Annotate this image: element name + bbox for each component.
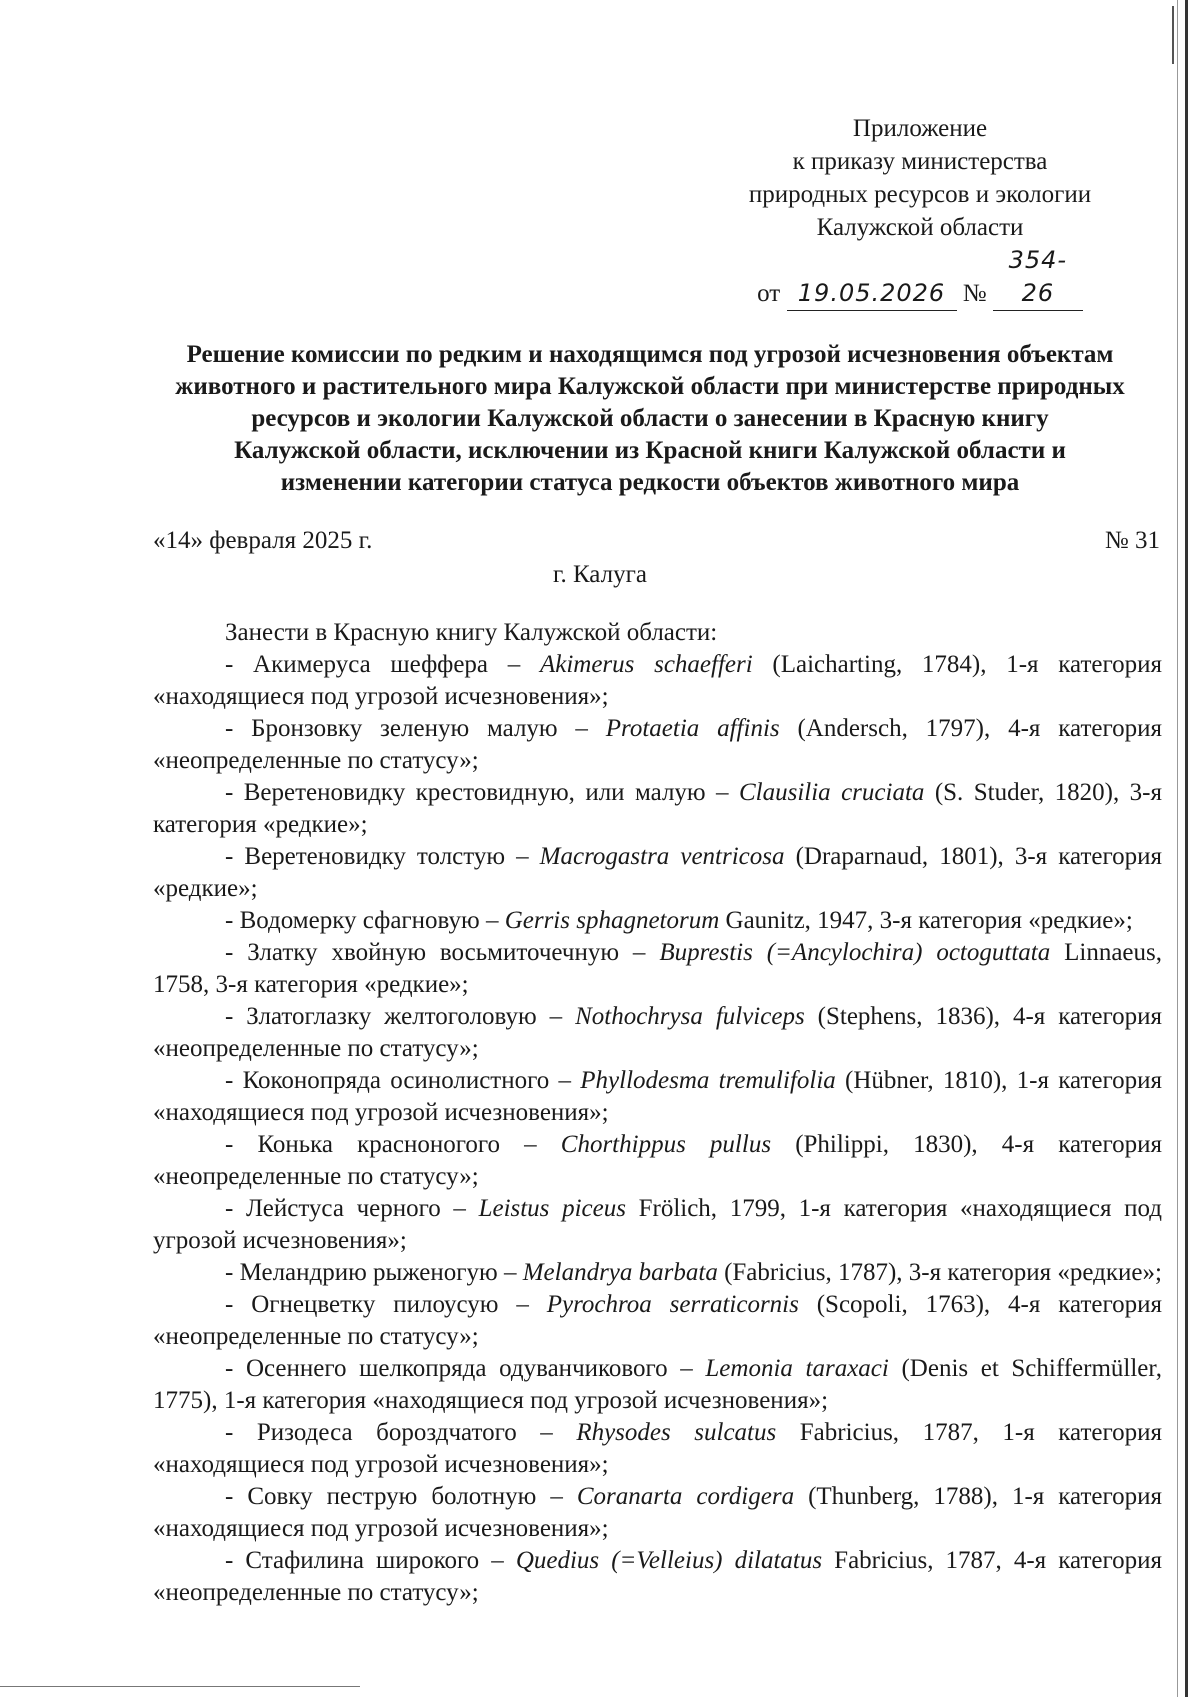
species-entry [153, 937, 1162, 1001]
entry-latin-name: Protaetia affinis [605, 715, 780, 742]
entry-author-category: (Philippi, 1830), 4-я категория «неопределенные по статусу»; [153, 1131, 1162, 1190]
entry-latin-name: Akimerus schaefferi [539, 651, 753, 678]
entry-latin-name: Lemonia taraxaci [705, 1355, 889, 1382]
entry-latin-name: Clausilia cruciata [738, 779, 925, 806]
entry-author-category: (S. Studer, 1820), 3-я категория «редкие»; [153, 779, 1163, 838]
entry-common-name: - Конька красноногого – [225, 1131, 561, 1158]
appendix-date-number [700, 244, 1140, 311]
entry-latin-name: Coranarta cordigera [576, 1483, 795, 1510]
entry-author-category: (Scopoli, 1763), 4-я категория «неопределенные по статусу»; [153, 1291, 1162, 1350]
entry-common-name: - Веретеновидку крестовидную, или малую – [225, 779, 739, 806]
scan-bottom-line [0, 1686, 360, 1687]
entry-common-name: - Стафилина широкого – [225, 1547, 516, 1574]
species-entry [153, 777, 1162, 841]
entry-author-category: (Fabricius, 1787), 3-я категория «редкие»; [717, 1259, 1162, 1286]
entry-author-category: Fabricius, 1787, 1-я категория «находящиеся под угрозой исчезновения»; [153, 1419, 1162, 1478]
entry-latin-name: Phyllodesma tremulifolia [580, 1067, 836, 1094]
title-line: ресурсов и экологии Калужской области о занесении в Красную книгу [251, 405, 1049, 432]
entry-author-category: (Draparnaud, 1801), 3-я категория «редкие»; [153, 843, 1163, 902]
entry-latin-name: Gerris sphagnetorum [504, 907, 720, 934]
appendix-line: природных ресурсов и экологии [748, 181, 1092, 208]
document-title [150, 339, 1150, 499]
entry-common-name: - Меландрию рыженогую – [225, 1259, 523, 1286]
entry-common-name: - Бронзовку зеленую малую – [225, 715, 606, 742]
species-entry [153, 1129, 1162, 1193]
entry-latin-name: Rhysodes sulcatus [576, 1419, 777, 1446]
appendix-line: Приложение [852, 115, 988, 142]
species-entry [153, 1417, 1162, 1481]
species-entry [153, 905, 1162, 937]
entry-latin-name: Quedius (=Velleius) dilatatus [515, 1547, 823, 1574]
from-label: от [757, 280, 781, 307]
entry-common-name: - Осеннего шелкопряда одуванчикового – [225, 1355, 706, 1382]
document-body [153, 617, 1162, 1609]
species-entry [153, 713, 1162, 777]
entry-author-category: Frölich, 1799, 1-я категория «находящиеся под угрозой исчезновения»; [153, 1195, 1162, 1254]
species-entry [153, 1545, 1162, 1609]
document-number: № 31 [1104, 527, 1160, 554]
species-entry [153, 841, 1162, 905]
entry-author-category: Linnaeus, 1758, 3-я категория «редкие»; [153, 939, 1163, 998]
entry-common-name: - Водомерку сфагновую – [225, 907, 505, 934]
entry-common-name: - Огнецветку пилоусую – [225, 1291, 547, 1318]
appendix-line: к приказу министерства [792, 148, 1048, 175]
scan-edge-line [1185, 0, 1188, 1697]
document-city: г. Калуга [553, 561, 647, 588]
handwritten-number: 354-26 [993, 244, 1083, 311]
entry-latin-name: Nothochrysa fulviceps [575, 1003, 805, 1030]
entry-author-category: (Denis et Schiffermüller, 1775), 1-я категория «находящиеся под угрозой исчезновения»; [153, 1355, 1162, 1414]
entry-common-name: - Златоглазку желтоголовую – [225, 1003, 576, 1030]
species-entry [153, 1289, 1162, 1353]
species-list [153, 649, 1162, 1609]
entry-latin-name: Leistus piceus [478, 1195, 626, 1222]
handwritten-date: 19.05.2026 [787, 277, 957, 311]
scan-edge-mark [1172, 6, 1174, 64]
species-entry [153, 1065, 1162, 1129]
entry-latin-name: Buprestis (=Ancylochira) octoguttata [659, 939, 1051, 966]
entry-latin-name: Melandrya barbata [522, 1259, 718, 1286]
scan-edge-line-thin [1177, 0, 1178, 1697]
entry-common-name: - Совку пеструю болотную – [225, 1483, 577, 1510]
entry-latin-name: Pyrochroa serraticornis [546, 1291, 799, 1318]
entry-author-category: (Andersch, 1797), 4-я категория «неопределенные по статусу»; [153, 715, 1162, 774]
species-entry [153, 1257, 1162, 1289]
entry-author-category: Fabricius, 1787, 4-я категория «неопределенные по статусу»; [153, 1547, 1162, 1606]
entry-author-category: Gaunitz, 1947, 3-я категория «редкие»; [719, 907, 1133, 934]
document-date: «14» февраля 2025 г. [153, 527, 373, 554]
entry-latin-name: Macrogastra ventricosa [539, 843, 785, 870]
entry-common-name: - Веретеновидку толстую – [225, 843, 540, 870]
entry-common-name: - Лейстуса черного – [225, 1195, 479, 1222]
entry-common-name: - Коконопряда осинолистного – [225, 1067, 581, 1094]
number-label: № [962, 280, 987, 307]
entry-common-name: - Акимеруса шеффера – [225, 651, 540, 678]
title-line: Калужской области, исключении из Красной книги Калужской области и [234, 437, 1066, 464]
species-entry [153, 1001, 1162, 1065]
entry-author-category: (Thunberg, 1788), 1-я категория «находящиеся под угрозой исчезновения»; [153, 1483, 1163, 1542]
species-entry [153, 1481, 1162, 1545]
appendix-line: Калужской области [816, 214, 1024, 241]
species-entry [153, 649, 1162, 713]
entry-latin-name: Chorthippus pullus [560, 1131, 772, 1158]
title-line: животного и растительного мира Калужской области при министерстве природных [175, 373, 1125, 400]
species-entry [153, 1353, 1162, 1417]
entry-common-name: - Ризодеса бороздчатого – [225, 1419, 577, 1446]
appendix-header [700, 112, 1140, 311]
entry-common-name: - Златку хвойную восьмиточечную – [225, 939, 660, 966]
entry-author-category: (Laicharting, 1784), 1-я категория «находящиеся под угрозой исчезновения»; [153, 651, 1162, 710]
entry-author-category: (Stephens, 1836), 4-я категория «неопределенные по статусу»; [153, 1003, 1162, 1062]
entry-author-category: (Hübner, 1810), 1-я категория «находящиеся под угрозой исчезновения»; [153, 1067, 1163, 1126]
title-line: Решение комиссии по редким и находящимся под угрозой исчезновения объектам [186, 341, 1114, 368]
title-line: изменении категории статуса редкости объектов животного мира [280, 469, 1020, 496]
intro-text: Занести в Красную книгу Калужской области: [225, 619, 718, 646]
species-entry [153, 1193, 1162, 1257]
